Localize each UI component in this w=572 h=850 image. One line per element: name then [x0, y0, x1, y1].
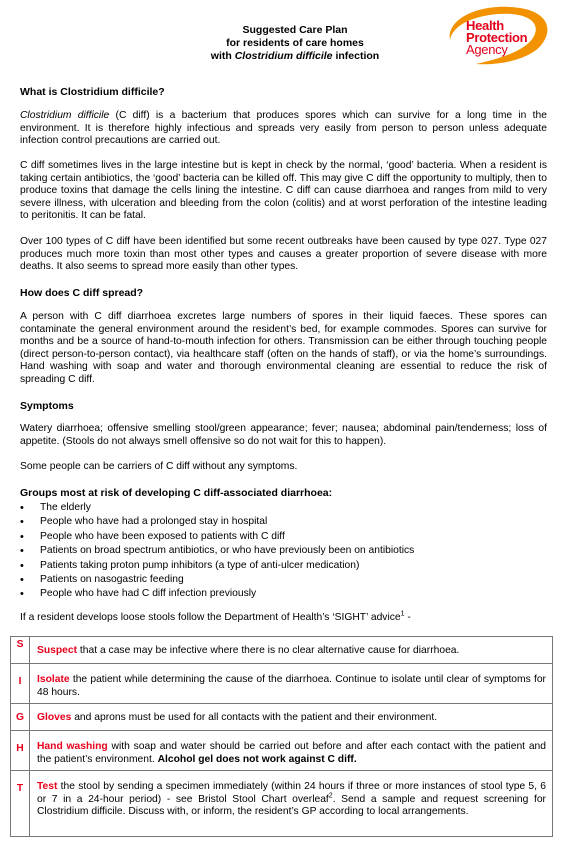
- title-line-2: for residents of care homes: [226, 37, 364, 49]
- what-is-p1-italic: Clostridium difficile: [20, 110, 110, 121]
- sight-intro: [20, 612, 547, 625]
- spread-paragraph: [20, 311, 547, 387]
- sight-keyword: Hand washing: [37, 741, 108, 752]
- symptoms-p2-text: Some people can be carriers of C diff without any symptoms.: [20, 461, 298, 472]
- list-item: • The elderly: [20, 501, 547, 515]
- table-row: [11, 771, 553, 837]
- list-item: • Patients taking proton pump inhibitors (a type of anti-ulcer medication): [20, 559, 547, 573]
- table-row: [11, 664, 553, 704]
- sight-letter: I: [11, 664, 30, 704]
- heading-what-is: What is Clostridium difficile?: [20, 86, 165, 98]
- sight-description: [30, 637, 553, 664]
- spread-p1-text: A person with C diff diarrhoea excretes large numbers of spores in their liquid faeces. These spores can contaminate the general environment around the resident’s bed, for example commodes. Spores can survive for months and be a source of hand-to-mouth infection for others. Transmission can be either through touching people (direct person-to-person contact), via healthcare staff (often on the hands of staff), or via the home’s surroundings. Hand washing with soap and water and thorough environmental cleaning are essential to reduce the risk of spreading C diff.: [20, 311, 547, 385]
- hpa-logo: [442, 4, 554, 68]
- sight-description: [30, 731, 553, 771]
- table-row: [11, 637, 553, 664]
- symptoms-p1-text: Watery diarrhoea; offensive smelling stool/green appearance; fever; nausea; abdominal pain/tenderness; loss of appetite. (Stools do not always smell offensive so do not wait for this to happen).: [20, 423, 547, 447]
- what-is-paragraph-3: [20, 236, 547, 274]
- logo-text-3: Agency: [466, 42, 508, 57]
- what-is-paragraph-2: [20, 160, 547, 223]
- list-item: • Patients on nasogastric feeding: [20, 573, 547, 587]
- sight-letter: S: [11, 637, 30, 664]
- sight-keyword: Test: [37, 781, 58, 792]
- symptoms-paragraph-2: [20, 461, 547, 474]
- sight-text: and aprons must be used for all contacts with the patient and their environment.: [71, 712, 438, 723]
- title-line-3-suffix: infection: [332, 50, 380, 62]
- title-line-3-italic: Clostridium difficile: [234, 50, 333, 62]
- section-spread: [20, 287, 547, 300]
- heading-spread: How does C diff spread?: [20, 287, 144, 299]
- list-item: • Patients on broad spectrum antibiotics, or who have previously been on antibiotics: [20, 544, 547, 558]
- sight-letter: H: [11, 731, 30, 771]
- section-what-is: [20, 86, 547, 99]
- list-item: • People who have had C diff infection previously: [20, 587, 547, 601]
- sight-intro-text: If a resident develops loose stools follow the Department of Health’s ‘SIGHT’ advice: [20, 612, 401, 623]
- table-row: [11, 731, 553, 771]
- document-title: [150, 24, 440, 63]
- sight-text: the patient while determining the cause of the diarrhoea. Continue to isolate until clear of symptoms for 48 hours.: [37, 674, 546, 698]
- title-line-3: [150, 50, 440, 63]
- list-item: • People who have had a prolonged stay in hospital: [20, 515, 547, 529]
- document-header: [0, 0, 572, 80]
- sight-description: [30, 771, 553, 837]
- sight-text: with soap and water should be carried out before and after each contact with the patient and the patient’s environment.: [37, 741, 546, 765]
- sight-text: that a case may be infective where there is no clear alternative cause for diarrhoea.: [77, 645, 460, 656]
- sight-text-continued: . Send a sample and request screening for Clostridium difficile. Discuss with, or inform, the resident’s GP according to local arrangements.: [37, 793, 546, 818]
- table-row: [11, 704, 553, 731]
- sight-table: [10, 636, 553, 837]
- sight-keyword: Isolate: [37, 674, 70, 685]
- what-is-p3-text: Over 100 types of C diff have been identified but some recent outbreaks have been caused by type 027. Type 027 produces much more toxin than most other types and causes a greater proportion of severe disease with more deaths. It also seems to spread more easily than other types.: [20, 236, 547, 273]
- title-line-1: Suggested Care Plan: [242, 24, 348, 36]
- symptoms-paragraph-1: [20, 423, 547, 448]
- heading-risk-groups: Groups most at risk of developing C diff-associated diarrhoea:: [20, 487, 333, 499]
- section-symptoms: [20, 400, 547, 413]
- sight-keyword: Gloves: [37, 712, 72, 723]
- sight-description: [30, 664, 553, 704]
- sight-keyword: Suspect: [37, 645, 78, 656]
- sight-text: the stool by sending a specimen immediately (within 24 hours if three or more instances of stool type 5, 6 or 7 in a 24-hour period) - see Bristol Stool Chart overleaf: [37, 781, 546, 805]
- sight-footnote: 2: [328, 792, 333, 800]
- sight-intro-footnote: 1: [400, 610, 405, 618]
- sight-letter: G: [11, 704, 30, 731]
- risk-groups-list-wrapper: [20, 501, 547, 602]
- heading-symptoms: Symptoms: [20, 400, 74, 412]
- title-line-3-prefix: with: [210, 50, 235, 62]
- sight-bold-warning: Alcohol gel does not work against C diff.: [157, 753, 357, 765]
- risk-groups-list: [20, 501, 547, 602]
- hpa-logo-text: [466, 20, 527, 56]
- list-item: • People who have been exposed to patients with C diff: [20, 530, 547, 544]
- what-is-p1-text: (C diff) is a bacterium that produces spores which can survive for a long time in the environment. It is therefore highly infectious and spreads very easily from person to person unless adequate infection control precautions are carried out.: [20, 110, 547, 147]
- sight-letter: T: [11, 771, 30, 837]
- sight-description: [30, 704, 553, 731]
- what-is-p2-text: C diff sometimes lives in the large intestine but is kept in check by the normal, ‘good’ bacteria. When a resident is taking certain antibiotics, the ‘good’ bacteria can be killed off. This may give C diff the opportunity to multiply, then to produce toxins that damage the cells lining the intestine. C diff can cause diarrhoea and ranges from mild to very severe illness, with ulceration and bleeding from the colon (colitis) and at worst perforation of the intestine leading to peritonitis. It can be fatal.: [20, 160, 547, 222]
- section-risk-groups: [20, 487, 547, 500]
- sight-intro-tail: -: [404, 612, 411, 623]
- what-is-paragraph-1: [20, 110, 547, 148]
- logo-text-2: Protection: [466, 30, 528, 45]
- logo-text-1: Health: [466, 18, 504, 33]
